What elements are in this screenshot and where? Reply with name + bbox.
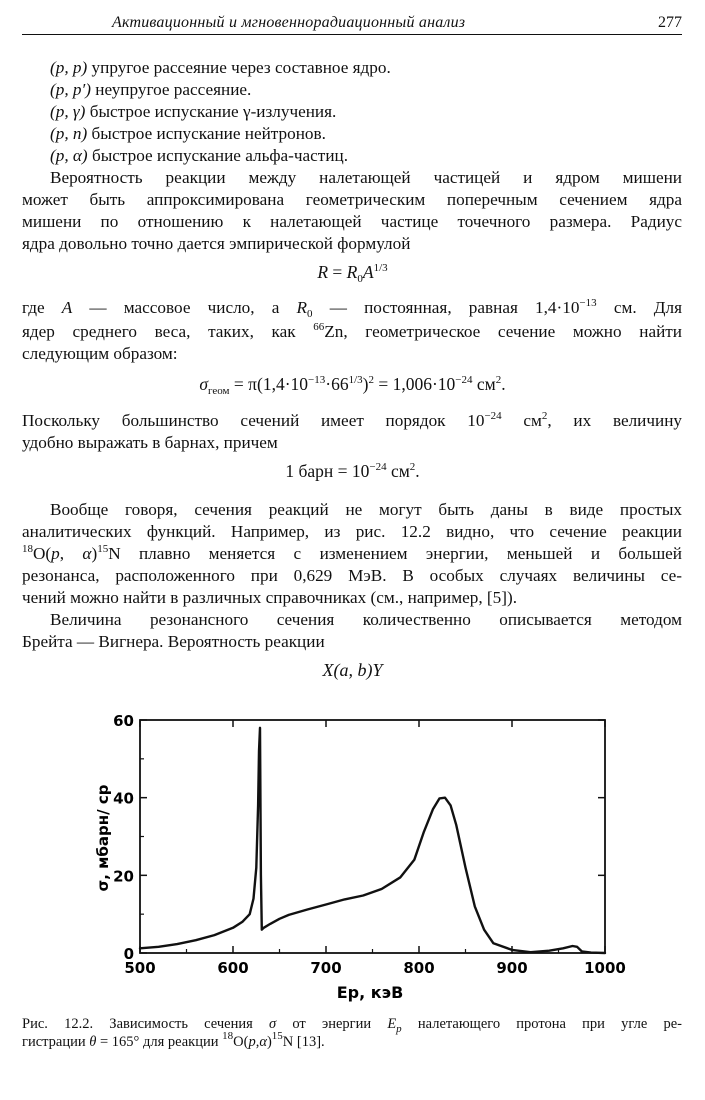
reaction-text: быстрое испускание γ-излучения. — [89, 102, 337, 121]
paragraph-line: мишени по отношению к налетающей частице точечного размера. Радиус — [22, 212, 682, 231]
x-axis-label: Ep, кэВ — [336, 983, 404, 1002]
reaction-text: быстрое испускание альфа-частиц. — [91, 146, 349, 165]
paragraph-line: ядер среднего веса, таких, как $^{66}$Zn, геометрическое сечение можно найти — [22, 321, 682, 341]
paragraph-line: резонанса, расположенного при 0,629 МэВ. В особых случаях величины се- — [22, 566, 682, 585]
reaction-text: упругое рассеяние через составное ядро. — [91, 58, 391, 77]
x-tick-label: 600 — [217, 959, 249, 977]
paragraph-line: следующим образом: — [22, 344, 178, 363]
reaction-item — [50, 80, 251, 100]
series-line — [140, 728, 605, 953]
figure-caption-line: Рис. 12.2. Зависимость сечения σ от энергии $E_p$ налетающего протона при угле ре- — [22, 1016, 682, 1035]
paragraph-line: Вероятность реакции между налетающей частицей и ядром мишени — [50, 168, 682, 187]
paragraph-line: Поскольку большинство сечений имеет порядок $10^{-24}$ $см^2$, их величину — [22, 410, 682, 430]
reaction-item — [50, 124, 326, 144]
reaction-text: неупругое рассеяние. — [95, 80, 252, 99]
reaction-item — [50, 146, 348, 166]
plot-frame — [140, 720, 605, 953]
y-tick-label: 20 — [113, 867, 134, 886]
chart-axes — [140, 720, 605, 953]
paragraph-line: аналитических функций. Например, из рис. 12.2 видно, что сечение реакции — [22, 522, 682, 541]
reaction-notation: (p, p) — [50, 58, 88, 77]
running-header — [22, 12, 682, 35]
y-tick-label: 0 — [123, 945, 134, 963]
formula-barn: 1 барн = $10^{-24}$ $см^2$. — [285, 461, 420, 481]
reaction-notation: (p, α) — [50, 146, 88, 165]
x-tick-label: 1000 — [584, 959, 626, 977]
y-axis-label: σ, мбарн/ ср — [94, 784, 112, 892]
reaction-text: быстрое испускание нейтронов. — [91, 124, 326, 143]
formula-reaction: X(a, b)Y — [322, 660, 383, 680]
y-tick-label: 40 — [113, 789, 134, 808]
paragraph-line: чений можно найти в различных справочниках (см., например, [5]). — [22, 588, 517, 607]
y-tick-label: 60 — [113, 712, 134, 730]
formula-radius: $R = R_0A^{1/3}$ — [317, 262, 388, 285]
formula-sigma: $\sigma_{геом} = \pi(1,4\cdot 10^{-13}\cdot 66^{1/3})^2 = 1,006\cdot 10^{-24}$ $см^2$. — [199, 374, 506, 397]
paragraph-line: $^{18}$O(p, α)$^{15}$N плавно меняется с изменением энергии, меньшей и большей — [22, 543, 683, 563]
x-tick-label: 500 — [124, 959, 156, 977]
paragraph-line: где A — массовое число, а $R_0$ — постоянная, равная $1,4\cdot 10^{-13}$ см. Для — [22, 297, 682, 320]
reaction-notation: (p, γ) — [50, 102, 86, 121]
paragraph-line: может быть аппроксимирована геометрическим поперечным сечением ядра — [22, 190, 682, 209]
reaction-notation: (p, p′) — [50, 80, 91, 99]
paragraph-line: Вообще говоря, сечения реакций не могут быть даны в виде простых — [50, 500, 682, 519]
paragraph-line: удобно выражать в барнах, причем — [22, 433, 278, 452]
x-tick-label: 900 — [496, 959, 528, 977]
cross-section-chart — [0, 700, 705, 1010]
paragraph-line: Величина резонансного сечения количественно описывается методом — [50, 610, 682, 629]
reaction-item — [50, 102, 336, 122]
chart-series — [140, 728, 605, 953]
header-title: Активационный и мгновеннорадиационный анализ — [112, 14, 466, 31]
reaction-item — [50, 58, 391, 78]
reaction-notation: (p, n) — [50, 124, 88, 143]
paragraph-line: Брейта — Вигнера. Вероятность реакции — [22, 632, 325, 651]
figure-caption-line: гистрации θ = 165° для реакции $^{18}O(p,\alpha)^{15}N$ [13]. — [22, 1030, 325, 1050]
x-tick-label: 800 — [403, 959, 435, 977]
paragraph-line: ядра довольно точно дается эмпирической формулой — [22, 234, 411, 253]
chart-ticks — [113, 712, 626, 977]
x-tick-label: 700 — [310, 959, 342, 977]
page-number: 277 — [658, 14, 682, 31]
